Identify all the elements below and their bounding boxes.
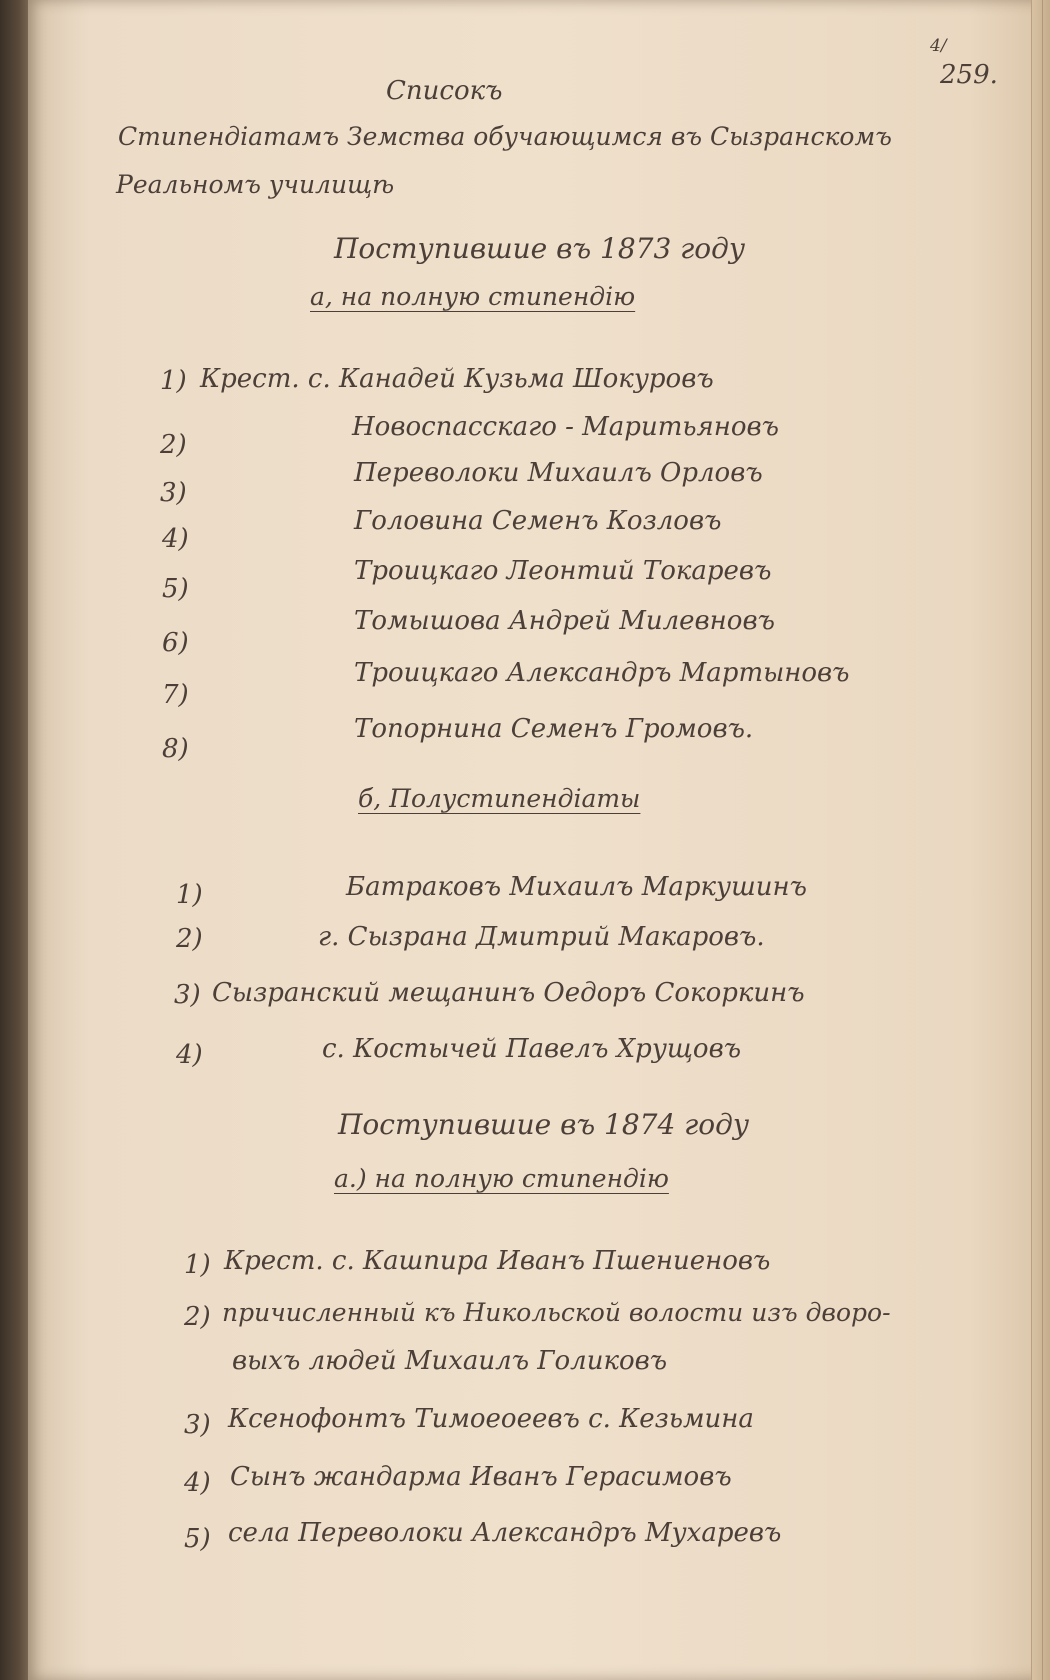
subsection-full-1873: а, на полную стипендiю	[310, 282, 636, 311]
student-entry: Головина Семенъ Козловъ	[354, 506, 722, 536]
row-number: 1)	[160, 366, 187, 396]
document-title: Списокъ	[386, 76, 503, 106]
student-entry: причисленный къ Никольской волости изъ дворо-	[222, 1298, 891, 1327]
row-number: 4)	[162, 524, 189, 554]
page-edge	[1031, 0, 1050, 1680]
student-entry: Сызранский мещанинъ Оедоръ Сокоркинъ	[212, 978, 805, 1008]
manuscript-page	[28, 0, 1050, 1680]
student-entry-continuation: выхъ людей Михаилъ Голиковъ	[232, 1346, 668, 1376]
student-entry: Крест. с. Кашпира Иванъ Пшениеновъ	[224, 1246, 771, 1276]
row-number: 7)	[162, 680, 189, 710]
row-number: 6)	[162, 628, 189, 658]
section-heading-1873: Поступившие въ 1873 году	[334, 232, 746, 265]
subtitle-line-2: Реальномъ училищѣ	[116, 170, 395, 199]
student-entry: Батраковъ Михаилъ Маркушинъ	[346, 872, 807, 902]
student-entry: с. Костычей Павелъ Хрущовъ	[322, 1034, 742, 1064]
row-number: 3)	[160, 478, 187, 508]
student-entry: Новоспасскаго - Маритьяновъ	[352, 412, 779, 442]
row-number: 1)	[176, 880, 203, 910]
student-entry: села Переволоки Александръ Мухаревъ	[228, 1518, 782, 1548]
section-heading-1874: Поступившие въ 1874 году	[338, 1108, 750, 1141]
student-entry: Переволоки Михаилъ Орловъ	[354, 458, 763, 488]
student-entry: Ксенофонтъ Тимоеоеевъ с. Кезьмина	[228, 1404, 754, 1434]
row-number: 1)	[184, 1250, 211, 1280]
student-entry: Томышова Андрей Милевновъ	[354, 606, 775, 636]
student-entry: Крест. с. Канадей Кузьма Шокуровъ	[200, 364, 714, 394]
folio-number: 259.	[940, 60, 998, 90]
student-entry: Троицкаго Леонтий Токаревъ	[354, 556, 772, 586]
row-number: 2)	[160, 430, 187, 460]
student-entry: г. Сызрана Дмитрий Макаровъ.	[318, 922, 765, 952]
row-number: 2)	[184, 1302, 211, 1332]
row-number: 4)	[176, 1040, 203, 1070]
row-number: 3)	[174, 980, 201, 1010]
row-number: 3)	[184, 1410, 211, 1440]
student-entry: Троицкаго Александръ Мартыновъ	[354, 658, 850, 688]
row-number: 8)	[162, 734, 189, 764]
folio-mark: 4/	[930, 36, 947, 56]
row-number: 5)	[162, 574, 189, 604]
student-entry: Топорнина Семенъ Громовъ.	[354, 714, 754, 744]
subsection-full-1874: а.) на полную стипендiю	[334, 1164, 669, 1193]
row-number: 4)	[184, 1468, 211, 1498]
subsection-half-1873: б, Полустипендiаты	[358, 784, 641, 813]
subtitle-line-1: Стипендiатамъ Земства обучающимся въ Сызранскомъ	[118, 122, 892, 151]
row-number: 5)	[184, 1524, 211, 1554]
row-number: 2)	[176, 924, 203, 954]
student-entry: Сынъ жандарма Иванъ Герасимовъ	[230, 1462, 732, 1492]
page-fold-line	[1042, 0, 1043, 1680]
